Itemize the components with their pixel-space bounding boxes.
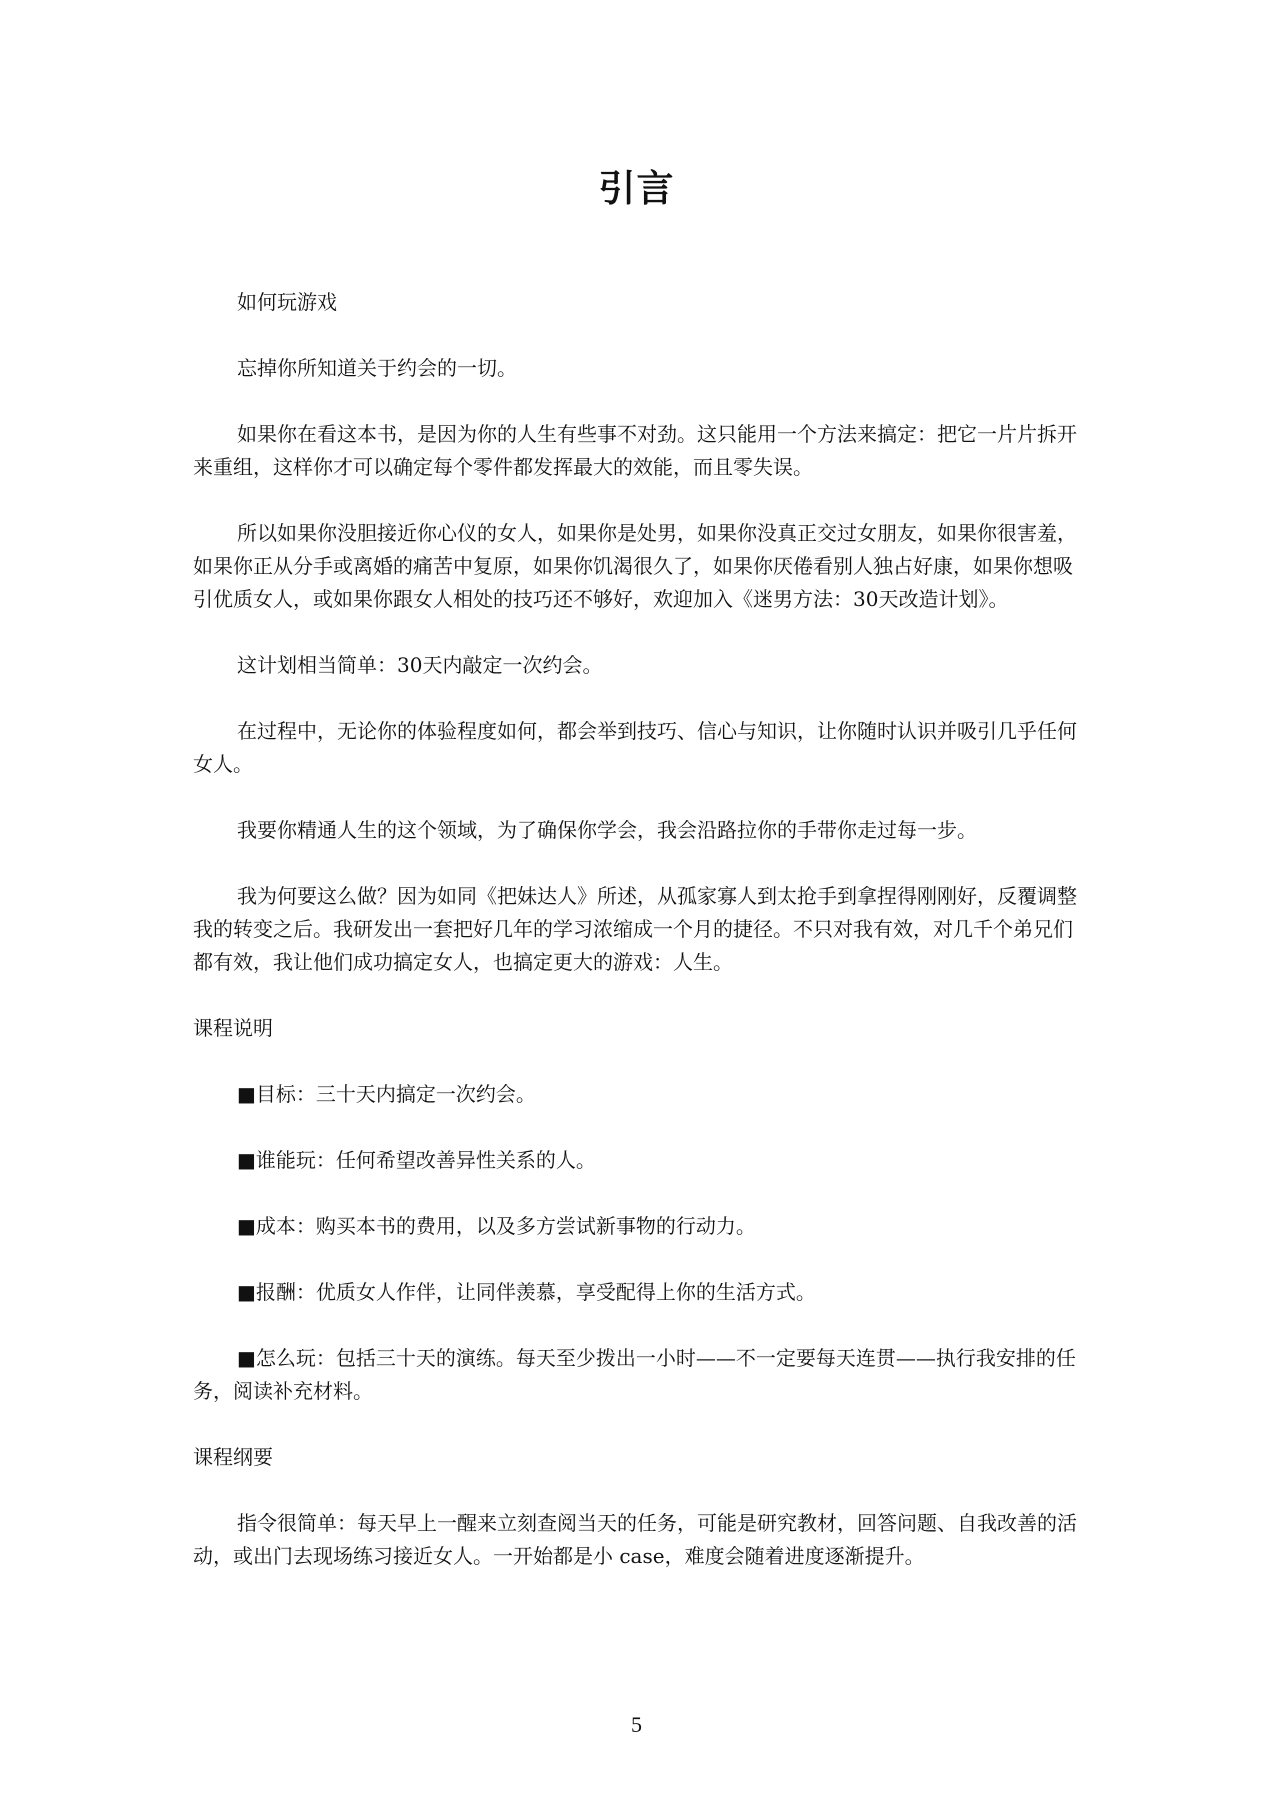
paragraph: 指令很简单：每天早上一醒来立刻查阅当天的任务，可能是研究教材，回答问题、自我改善的活动，或出门去现场练习接近女人。一开始都是小 case，难度会随着进度逐渐提升。	[193, 1511, 1077, 1568]
paragraph: 在过程中，无论你的体验程度如何，都会举到技巧、信心与知识，让你随时认识并吸引几乎任何女人。	[193, 719, 1077, 776]
paragraph: 如果你在看这本书，是因为你的人生有些事不对劲。这只能用一个方法来搞定：把它一片片拆开来重组，这样你才可以确定每个零件都发挥最大的效能，而且零失误。	[193, 422, 1077, 479]
list-item-reward: ■报酬：优质女人作伴，让同伴羡慕，享受配得上你的生活方式。	[237, 1280, 816, 1304]
paragraph: 所以如果你没胆接近你心仪的女人，如果你是处男，如果你没真正交过女朋友，如果你很害羞，如果你正从分手或离婚的痛苦中复原，如果你饥渴很久了，如果你厌倦看别人独占好康，如果你想吸引优质女人，或如果你跟女人相处的技巧还不够好，欢迎加入《迷男方法：30天改造计划》。	[193, 521, 1077, 611]
paragraph: 我要你精通人生的这个领域，为了确保你学会，我会沿路拉你的手带你走过每一步。	[237, 818, 977, 842]
paragraph: 我为何要这么做？因为如同《把妹达人》所述，从孤家寡人到太抢手到拿捏得刚刚好，反覆调整我的转变之后。我研发出一套把好几年的学习浓缩成一个月的捷径。不只对我有效，对几千个弟兄们都有效，我让他们成功搞定女人，也搞定更大的游戏：人生。	[193, 884, 1077, 974]
chapter-title: 引言	[598, 167, 675, 210]
list-item-who-can-play: ■谁能玩：任何希望改善异性关系的人。	[237, 1148, 596, 1172]
section-heading-how-to-play: 如何玩游戏	[237, 290, 337, 314]
list-item-how-to-play: ■怎么玩：包括三十天的演练。每天至少拨出一小时——不一定要每天连贯——执行我安排的任务，阅读补充材料。	[193, 1346, 1076, 1403]
body-text	[193, 286, 1083, 1606]
paragraph: 这计划相当简单：30天内敲定一次约会。	[237, 653, 603, 677]
paragraph: 忘掉你所知道关于约会的一切。	[237, 356, 517, 380]
section-heading-course-description: 课程说明	[193, 1016, 273, 1040]
list-item-cost: ■成本：购买本书的费用，以及多方尝试新事物的行动力。	[237, 1214, 756, 1238]
list-item-goal: ■目标：三十天内搞定一次约会。	[237, 1082, 536, 1106]
page-number: 5	[631, 1712, 642, 1737]
section-heading-course-outline: 课程纲要	[193, 1445, 273, 1469]
